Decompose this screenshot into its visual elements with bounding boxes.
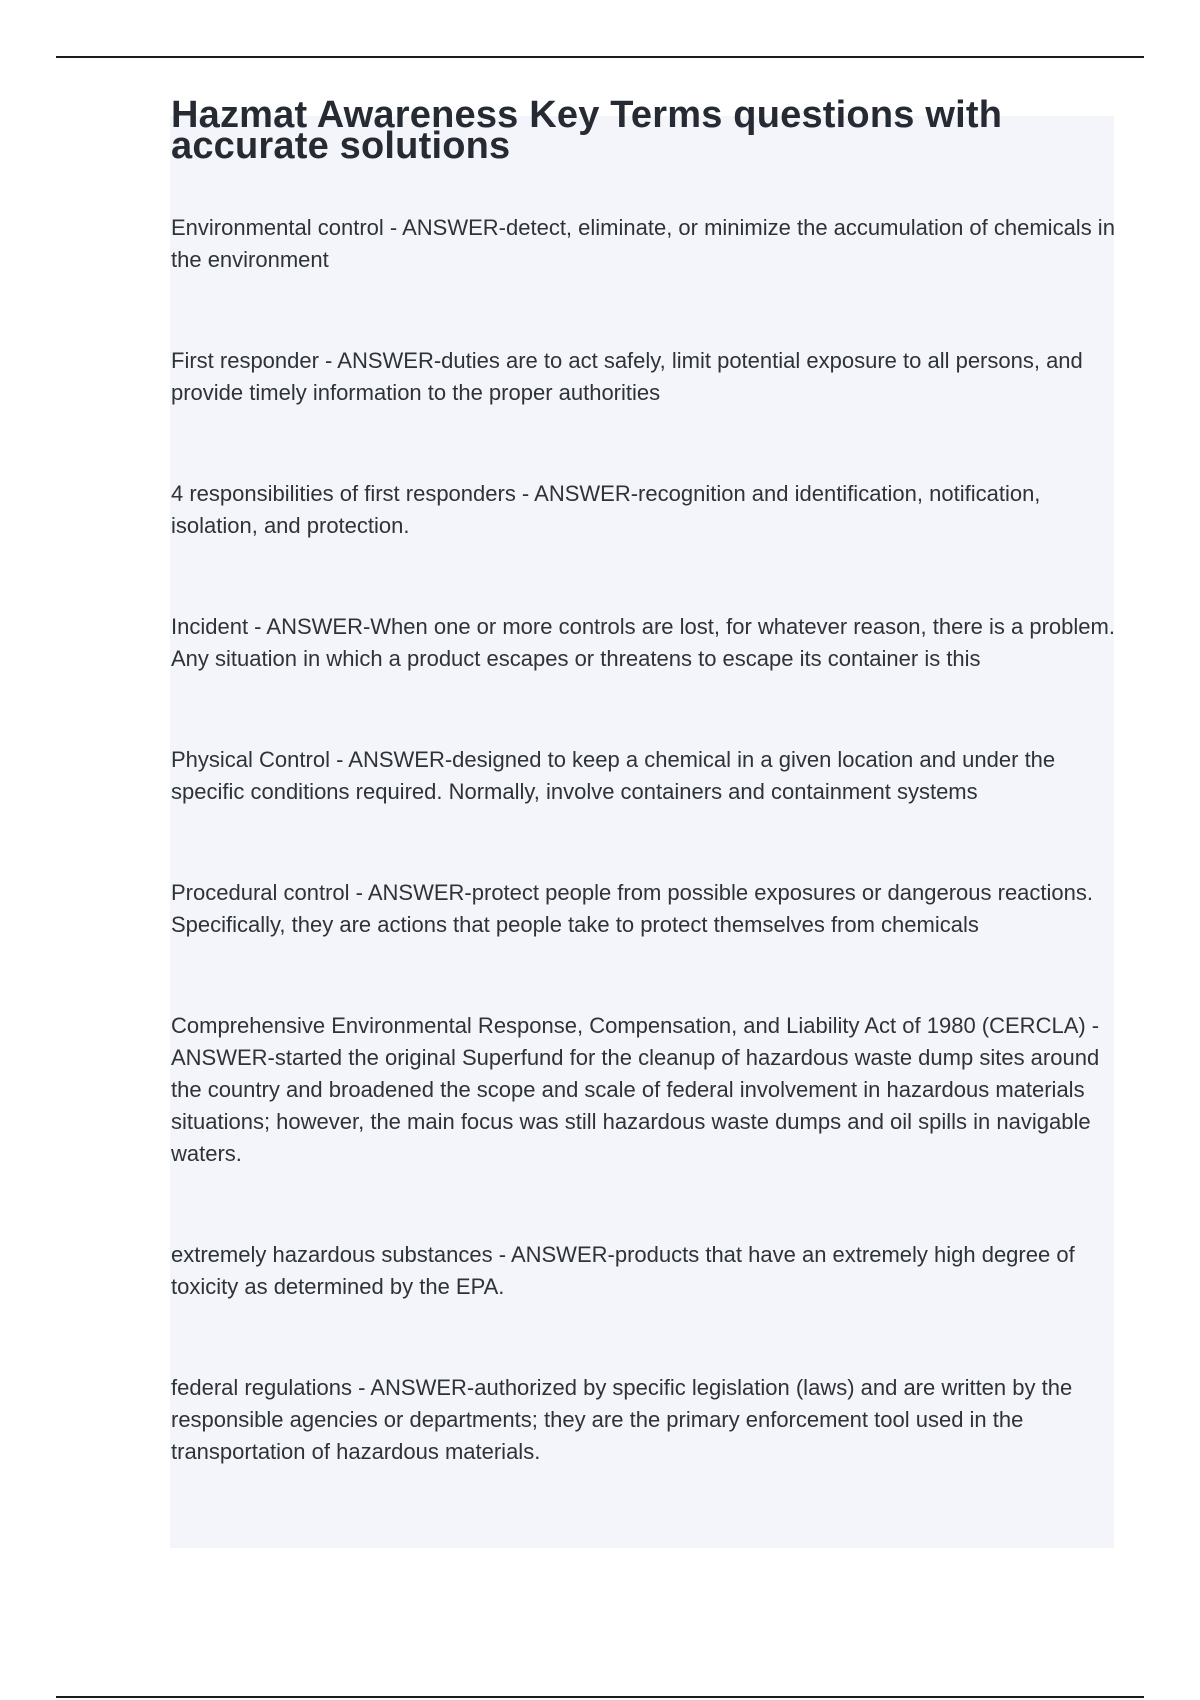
bottom-divider [56,1696,1144,1698]
top-divider [56,56,1144,58]
term-entry-first-responder: First responder - ANSWER-duties are to act safely, limit potential exposure to all persons, and provide timely information to the proper authorities [171,348,1083,405]
term-entry-procedural-control: Procedural control - ANSWER-protect people from possible exposures or dangerous reactions. Specifically, they are actions that people take to protect themselves from chemicals [171,880,1094,937]
term-entry-physical-control: Physical Control - ANSWER-designed to keep a chemical in a given location and under the specific conditions required. Normally, involve containers and containment systems [171,747,1056,804]
term-entry-federal-regulations: federal regulations - ANSWER-authorized by specific legislation (laws) and are written by the responsible agencies or departments; they are the primary enforcement tool used in the transportation of hazardous materials. [171,1375,1073,1464]
document-title: Hazmat Awareness Key Terms questions with accurate solutions [171,94,1003,167]
term-list [171,212,1116,1468]
term-entry-environmental-control: Environmental control - ANSWER-detect, eliminate, or minimize the accumulation of chemicals in the environment [171,215,1115,272]
document-body [171,94,1116,1537]
term-entry-first-responder-responsibilities: 4 responsibilities of first responders - ANSWER-recognition and identification, notification, isolation, and protection. [171,481,1041,538]
term-entry-incident: Incident - ANSWER-When one or more controls are lost, for whatever reason, there is a problem. Any situation in which a product escapes or threatens to escape its container is this [171,614,1115,671]
term-entry-cercla: Comprehensive Environmental Response, Compensation, and Liability Act of 1980 (CERCLA) - ANSWER-started the original Superfund for the cleanup of hazardous waste dump sites around the country and broadened the scope and scale of federal involvement in hazardous materials situations; however, the main focus was still hazardous waste dumps and oil spills in navigable waters. [171,1013,1100,1166]
term-entry-extremely-hazardous-substances: extremely hazardous substances - ANSWER-products that have an extremely high degree of toxicity as determined by the EPA. [171,1242,1075,1299]
